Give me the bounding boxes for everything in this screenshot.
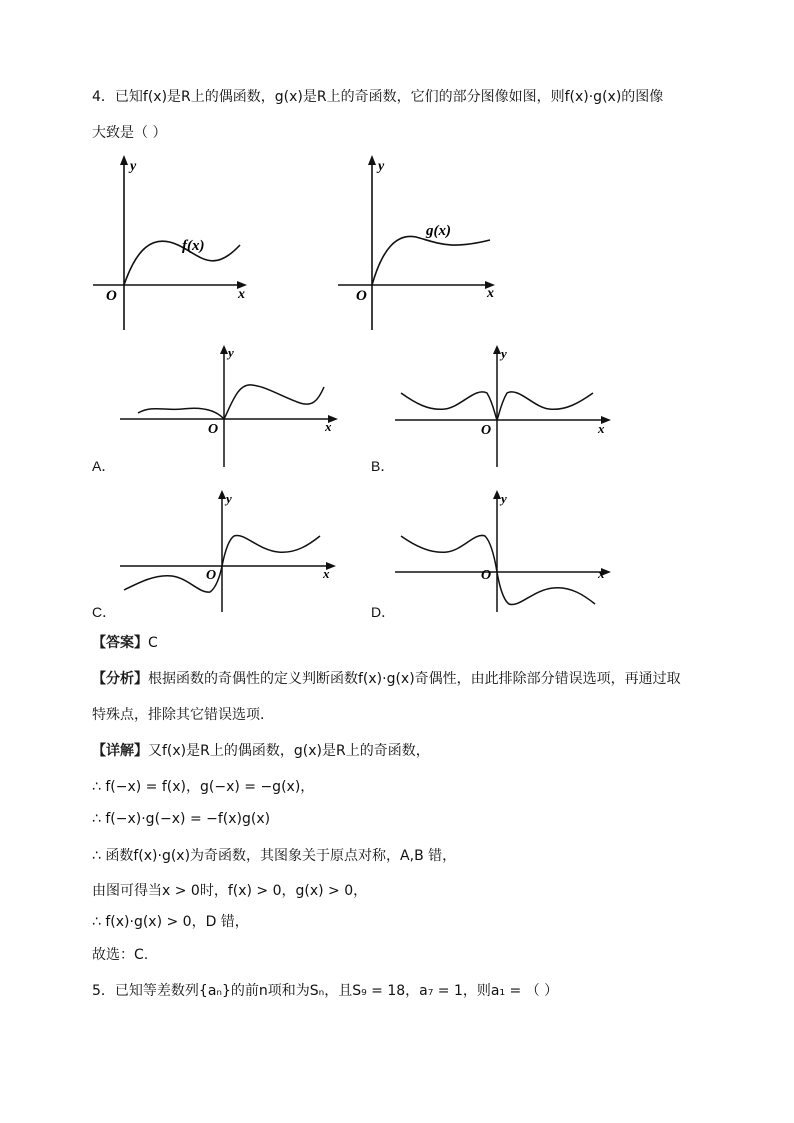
option-c-x-label: x [323, 566, 330, 581]
question4-line1: 4．已知f(x)是R上的偶函数，g(x)是R上的奇函数，它们的部分图像如图，则f(x)·g(x)的图像 [92, 89, 664, 105]
option-d-graph [395, 490, 625, 615]
graph-g-origin: O [356, 288, 367, 304]
option-b-label: B． [371, 458, 395, 474]
option-c-label: C． [92, 604, 117, 620]
option-d-origin: O [481, 568, 492, 583]
graph-f-y-label: y [130, 159, 137, 174]
option-d-x-label: x [598, 566, 605, 581]
option-a-origin: O [208, 422, 219, 437]
graph-g [338, 155, 508, 335]
detail-line7: 故选：C. [92, 947, 149, 963]
detail-line5: 由图可得当x > 0时，f(x) > 0，g(x) > 0， [92, 883, 368, 899]
option-b-graph [395, 345, 625, 470]
graph-f [90, 155, 260, 335]
graph-f-origin: O [106, 288, 117, 304]
detail-line2: ∴ f(−x) = f(x)，g(−x) = −g(x)， [92, 779, 315, 795]
graph-f-x-label: x [238, 287, 245, 302]
option-c-y-label: y [226, 491, 232, 506]
detail-line1 [92, 741, 430, 761]
option-a-label: A． [92, 458, 116, 474]
detail-text1: 又f(x)是R上的偶函数，g(x)是R上的奇函数， [148, 743, 430, 759]
analysis-tag: 【分析】 [92, 671, 148, 687]
graph-g-y-label: y [378, 159, 385, 174]
option-d-y-label: y [501, 491, 507, 506]
option-a-x-label: x [325, 419, 332, 434]
option-c-graph [120, 490, 350, 615]
option-b-y-label: y [501, 346, 507, 361]
option-d-label: D． [371, 604, 396, 620]
detail-tag: 【详解】 [92, 743, 148, 759]
answer-line [92, 633, 158, 653]
graph-g-x-label: x [487, 286, 494, 301]
analysis-line2: 特殊点，排除其它错误选项. [92, 707, 265, 723]
graph-g-curve-label: g(x) [426, 223, 451, 239]
option-a-graph [120, 345, 350, 470]
option-b-x-label: x [598, 421, 605, 436]
analysis-text1: 根据函数的奇偶性的定义判断函数f(x)·g(x)奇偶性，由此排除部分错误选项，再通过取 [148, 671, 681, 687]
answer-value: C [148, 635, 158, 651]
detail-line6: ∴ f(x)·g(x) > 0，D 错， [92, 914, 249, 930]
question4-line2: 大致是（ ） [92, 125, 167, 141]
graph-f-curve-label: f(x) [182, 238, 205, 254]
analysis-line1 [92, 669, 681, 689]
option-b-origin: O [481, 423, 492, 438]
detail-line3: ∴ f(−x)·g(−x) = −f(x)g(x) [92, 811, 271, 827]
answer-tag: 【答案】 [92, 635, 148, 651]
detail-line4: ∴ 函数f(x)·g(x)为奇函数，其图象关于原点对称，A,B 错， [92, 848, 457, 864]
option-a-y-label: y [228, 345, 234, 360]
option-c-origin: O [206, 568, 217, 583]
question5-line1: 5．已知等差数列{aₙ}的前n项和为Sₙ，且S₉ = 18，a₇ = 1，则a₁ = （ ） [92, 983, 559, 999]
